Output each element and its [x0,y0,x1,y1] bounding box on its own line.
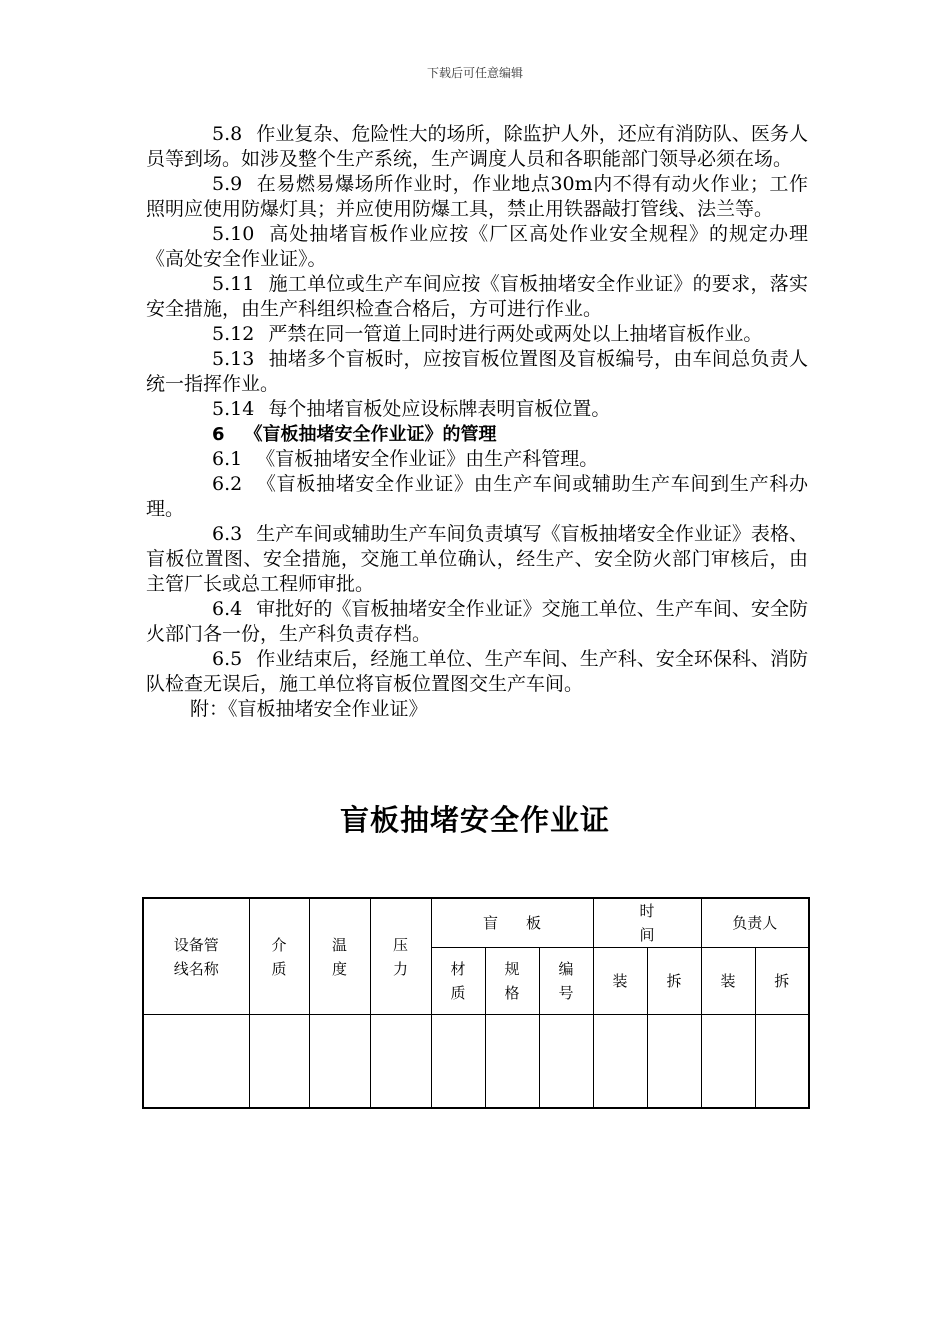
paragraph-number: 6.4 [212,598,243,620]
paragraph-text: 《盲板抽堵安全作业证》由生产科管理。 [256,448,599,470]
paragraph-number: 5.12 [212,323,255,345]
paragraph-5-12 [146,322,808,347]
table-cell[interactable] [755,1015,809,1109]
section-title: 《盲板抽堵安全作业证》的管理 [244,424,497,445]
header-time-group: 时间 [593,898,701,948]
paragraph-5-14 [146,397,808,422]
paragraph-6-2 [146,472,808,522]
paragraph-text: 审批好的《盲板抽堵安全作业证》交施工单位、生产车间、安全防火部门各一份，生产科负责存档。 [146,598,808,645]
section-6-heading [146,422,808,447]
table-row [143,1015,809,1109]
paragraph-5-10 [146,222,808,272]
header-temperature: 温 度 [309,898,370,1015]
table-cell[interactable] [593,1015,647,1109]
table-cell[interactable] [370,1015,431,1109]
table-cell[interactable] [701,1015,755,1109]
paragraph-text: 抽堵多个盲板时，应按盲板位置图及盲板编号，由车间总负责人统一指挥作业。 [146,348,808,395]
section-number: 6 [212,424,225,445]
paragraph-text: 在易燃易爆场所作业时，作业地点30m内不得有动火作业；工作照明应使用防爆灯具；并应使用防爆工具，禁止用铁器敲打管线、法兰等。 [146,173,808,220]
table-cell[interactable] [539,1015,593,1109]
paragraph-6-4 [146,597,808,647]
paragraph-number: 5.8 [212,123,243,145]
header-time-install: 装 [593,948,647,1015]
header-spec: 规 格 [485,948,539,1015]
paragraph-5-13 [146,347,808,397]
paragraph-number: 6.3 [212,523,243,545]
table-header-row [143,898,809,948]
paragraph-number: 6.5 [212,648,243,670]
paragraph-text: 作业结束后，经施工单位、生产车间、生产科、安全环保科、消防队检查无误后，施工单位将盲板位置图交生产车间。 [146,648,808,695]
paragraph-5-8 [146,122,808,172]
header-responsible-group: 负责人 [701,898,809,948]
header-equipment-name: 设备管 线名称 [143,898,249,1015]
paragraph-5-11 [146,272,808,322]
paragraph-number: 5.14 [212,398,255,420]
paragraph-text: 生产车间或辅助生产车间负责填写《盲板抽堵安全作业证》表格、盲板位置图、安全措施，交施工单位确认，经生产、安全防火部门审核后，由主管厂长或总工程师审批。 [146,523,808,595]
paragraph-6-1 [146,447,808,472]
paragraph-number: 5.9 [212,173,243,195]
paragraph-text: 严禁在同一管道上同时进行两处或两处以上抽堵盲板作业。 [268,323,763,345]
table-cell[interactable] [249,1015,309,1109]
header-note: 下载后可任意编辑 [426,66,523,80]
header-responsible-remove: 拆 [755,948,809,1015]
form-title: 盲板抽堵安全作业证 [339,803,610,837]
body-text [146,122,808,722]
table-cell[interactable] [143,1015,249,1109]
header-time-remove: 拆 [647,948,701,1015]
paragraph-5-9 [146,172,808,222]
table-cell[interactable] [647,1015,701,1109]
header-pressure: 压 力 [370,898,431,1015]
header-medium: 介 质 [249,898,309,1015]
paragraph-text: 高处抽堵盲板作业应按《厂区高处作业安全规程》的规定办理《高处安全作业证》。 [146,223,808,270]
paragraph-text: 每个抽堵盲板处应设标牌表明盲板位置。 [268,398,611,420]
paragraph-6-3 [146,522,808,597]
paragraph-number: 5.10 [212,223,255,245]
permit-table [142,897,810,1109]
header-material: 材 质 [431,948,485,1015]
table-cell[interactable] [431,1015,485,1109]
attachment-note: 附：《盲板抽堵安全作业证》 [190,698,428,720]
paragraph-number: 6.2 [212,473,243,495]
paragraph-text: 施工单位或生产车间应按《盲板抽堵安全作业证》的要求，落实安全措施，由生产科组织检查合格后，方可进行作业。 [146,273,808,320]
table-cell[interactable] [485,1015,539,1109]
paragraph-number: 5.11 [212,273,255,295]
paragraph-number: 6.1 [212,448,243,470]
paragraph-text: 《盲板抽堵安全作业证》由生产车间或辅助生产车间到生产科办理。 [146,473,808,520]
header-blind-group: 盲板 [431,898,593,948]
header-number: 编 号 [539,948,593,1015]
paragraph-number: 5.13 [212,348,255,370]
paragraph-text: 作业复杂、危险性大的场所，除监护人外，还应有消防队、医务人员等到场。如涉及整个生产系统，生产调度人员和各职能部门领导必须在场。 [146,123,808,170]
header-responsible-install: 装 [701,948,755,1015]
paragraph-6-5 [146,647,808,697]
table-cell[interactable] [309,1015,370,1109]
